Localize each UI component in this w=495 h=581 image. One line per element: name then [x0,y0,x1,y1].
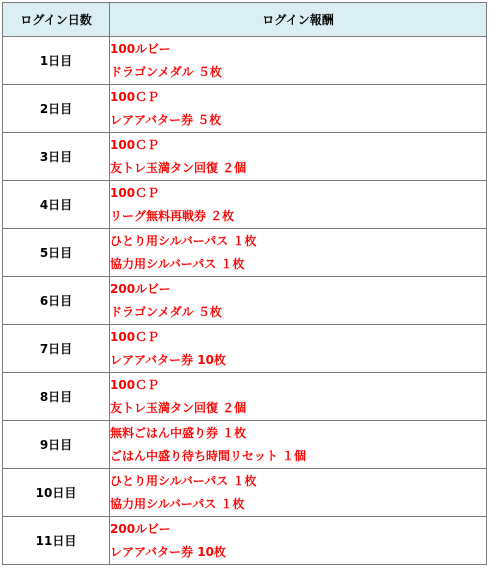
login-day-cell: 5日目 [3,229,110,277]
reward-item: 100ＣＰ [110,137,160,152]
reward-item: 100ＣＰ [110,89,160,104]
login-reward-table [2,2,487,565]
reward-cell [110,133,487,181]
reward-cell [110,37,487,85]
table-row [3,325,487,373]
reward-item: リーグ無料再戦券 ２枚 [110,208,235,223]
reward-item: 協力用シルバーパス １枚 [110,496,245,511]
login-day-cell: 8日目 [3,373,110,421]
reward-item: 200ルビー [110,521,171,536]
reward-item: ひとり用シルバーパス １枚 [110,233,257,248]
reward-item: レアアバター券 ５枚 [110,112,222,127]
table-row [3,469,487,517]
table-row [3,229,487,277]
reward-cell [110,85,487,133]
reward-item: ドラゴンメダル ５枚 [110,64,222,79]
table-row [3,421,487,469]
table-row [3,277,487,325]
login-day-cell: 9日目 [3,421,110,469]
reward-item: 100ルビー [110,41,171,56]
login-day-cell: 7日目 [3,325,110,373]
table-header-row [3,3,487,37]
header-login-reward: ログイン報酬 [110,3,487,37]
reward-item: ごはん中盛り待ち時間リセット １個 [110,448,307,463]
reward-item: レアアバター券 10枚 [110,352,226,367]
table-body [3,37,487,565]
login-day-cell: 4日目 [3,181,110,229]
login-day-cell: 6日目 [3,277,110,325]
reward-cell [110,325,487,373]
reward-cell [110,277,487,325]
reward-cell [110,469,487,517]
reward-item: ひとり用シルバーパス １枚 [110,473,257,488]
login-day-cell: 1日目 [3,37,110,85]
reward-cell [110,181,487,229]
login-day-cell: 10日目 [3,469,110,517]
table-row [3,517,487,565]
table-row [3,85,487,133]
table-row [3,181,487,229]
table-row [3,373,487,421]
reward-item: 100ＣＰ [110,329,160,344]
header-login-days: ログイン日数 [3,3,110,37]
login-day-cell: 2日目 [3,85,110,133]
table-row [3,37,487,85]
reward-item: 100ＣＰ [110,185,160,200]
reward-item: 協力用シルバーパス １枚 [110,256,245,271]
reward-cell [110,421,487,469]
reward-cell [110,229,487,277]
reward-cell [110,517,487,565]
reward-item: 友トレ玉満タン回復 ２個 [110,400,247,415]
reward-item: レアアバター券 10枚 [110,544,226,559]
reward-item: 200ルビー [110,281,171,296]
reward-item: 100ＣＰ [110,377,160,392]
reward-cell [110,373,487,421]
table-row [3,133,487,181]
reward-item: ドラゴンメダル ５枚 [110,304,222,319]
reward-item: 無料ごはん中盛り券 １枚 [110,425,247,440]
reward-item: 友トレ玉満タン回復 ２個 [110,160,247,175]
login-day-cell: 3日目 [3,133,110,181]
login-day-cell: 11日目 [3,517,110,565]
